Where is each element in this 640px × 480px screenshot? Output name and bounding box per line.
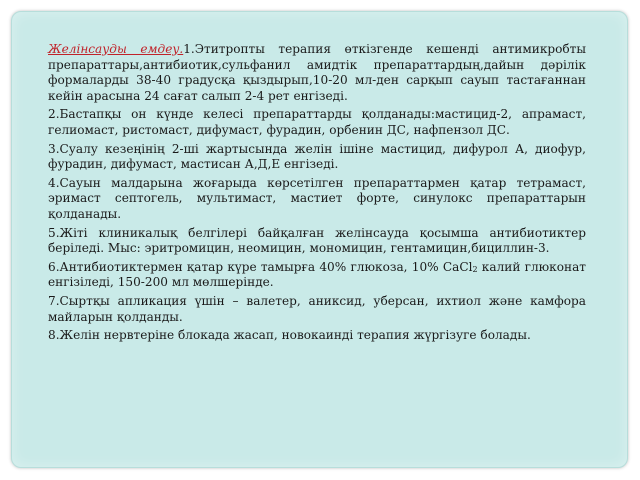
paragraph-4: 4.Сауын малдарына жоғарыда көрсетілген препараттармен қатар тетрамаст, эримаст септогель, мультимаст, мастиет форте, синулокс препараттарын қолданады. xyxy=(48,175,586,221)
paragraph-1 xyxy=(48,42,586,104)
calcium-chloride-subscript: 2 xyxy=(472,264,478,274)
paragraph-6-text-start: 6.Антибиотиктермен қатар күре тамырға 40% глюкоза, 10% CaCl xyxy=(48,259,473,274)
paragraph-8: 8.Желін нервтеріне блокада жасап, новокаинді терапия жүргізуге болады. xyxy=(48,328,531,343)
paragraph-5: 5.Жіті клиникалық белгілері байқалған желінсауда қосымша антибиотиктер беріледі. Мыс: эритромицин, неомицин, мономицин, гентамицин,бициллин-3. xyxy=(48,225,586,256)
paragraph-3: 3.Суалу кезеңінің 2-ші жартысында желін ішіне мастицид, дифурол А, диофур, фурадин, дифумаст, мастисан А,Д,Е енгізеді. xyxy=(48,141,586,172)
section-heading: Желінсауды емдеу. xyxy=(48,42,184,56)
paragraph-6 xyxy=(48,260,586,291)
paragraph-1-text: 1.Этитропты терапия өткізгенде кешенді антимикробты препараттары,антибиотик,сульфанил амидтік препараттардың,дайын дәрілік формаларды 38-40 градусқа қыздырып,10-20 мл-ден сарқып сауып тастағаннан кейін арасына 24 сағат салып 2-4 рет енгізеді. xyxy=(48,42,586,103)
paragraph-2: 2.Бастапқы он күнде келесі препараттарды қолданады:мастицид-2, апрамаст, гелиомаст, ристомаст, дифумаст, фурадин, орбенин ДС, нафпензол ДС. xyxy=(48,107,586,137)
slide-text-body xyxy=(48,42,586,347)
paragraph-7: 7.Сыртқы апликация үшін – валетер, аниксид, уберсан, ихтиол және камфора майларын қолданды. xyxy=(48,293,586,324)
paragraph-6-text-end: калий глюконат енгізіледі, 150-200 мл мөлшерінде. xyxy=(48,259,586,290)
